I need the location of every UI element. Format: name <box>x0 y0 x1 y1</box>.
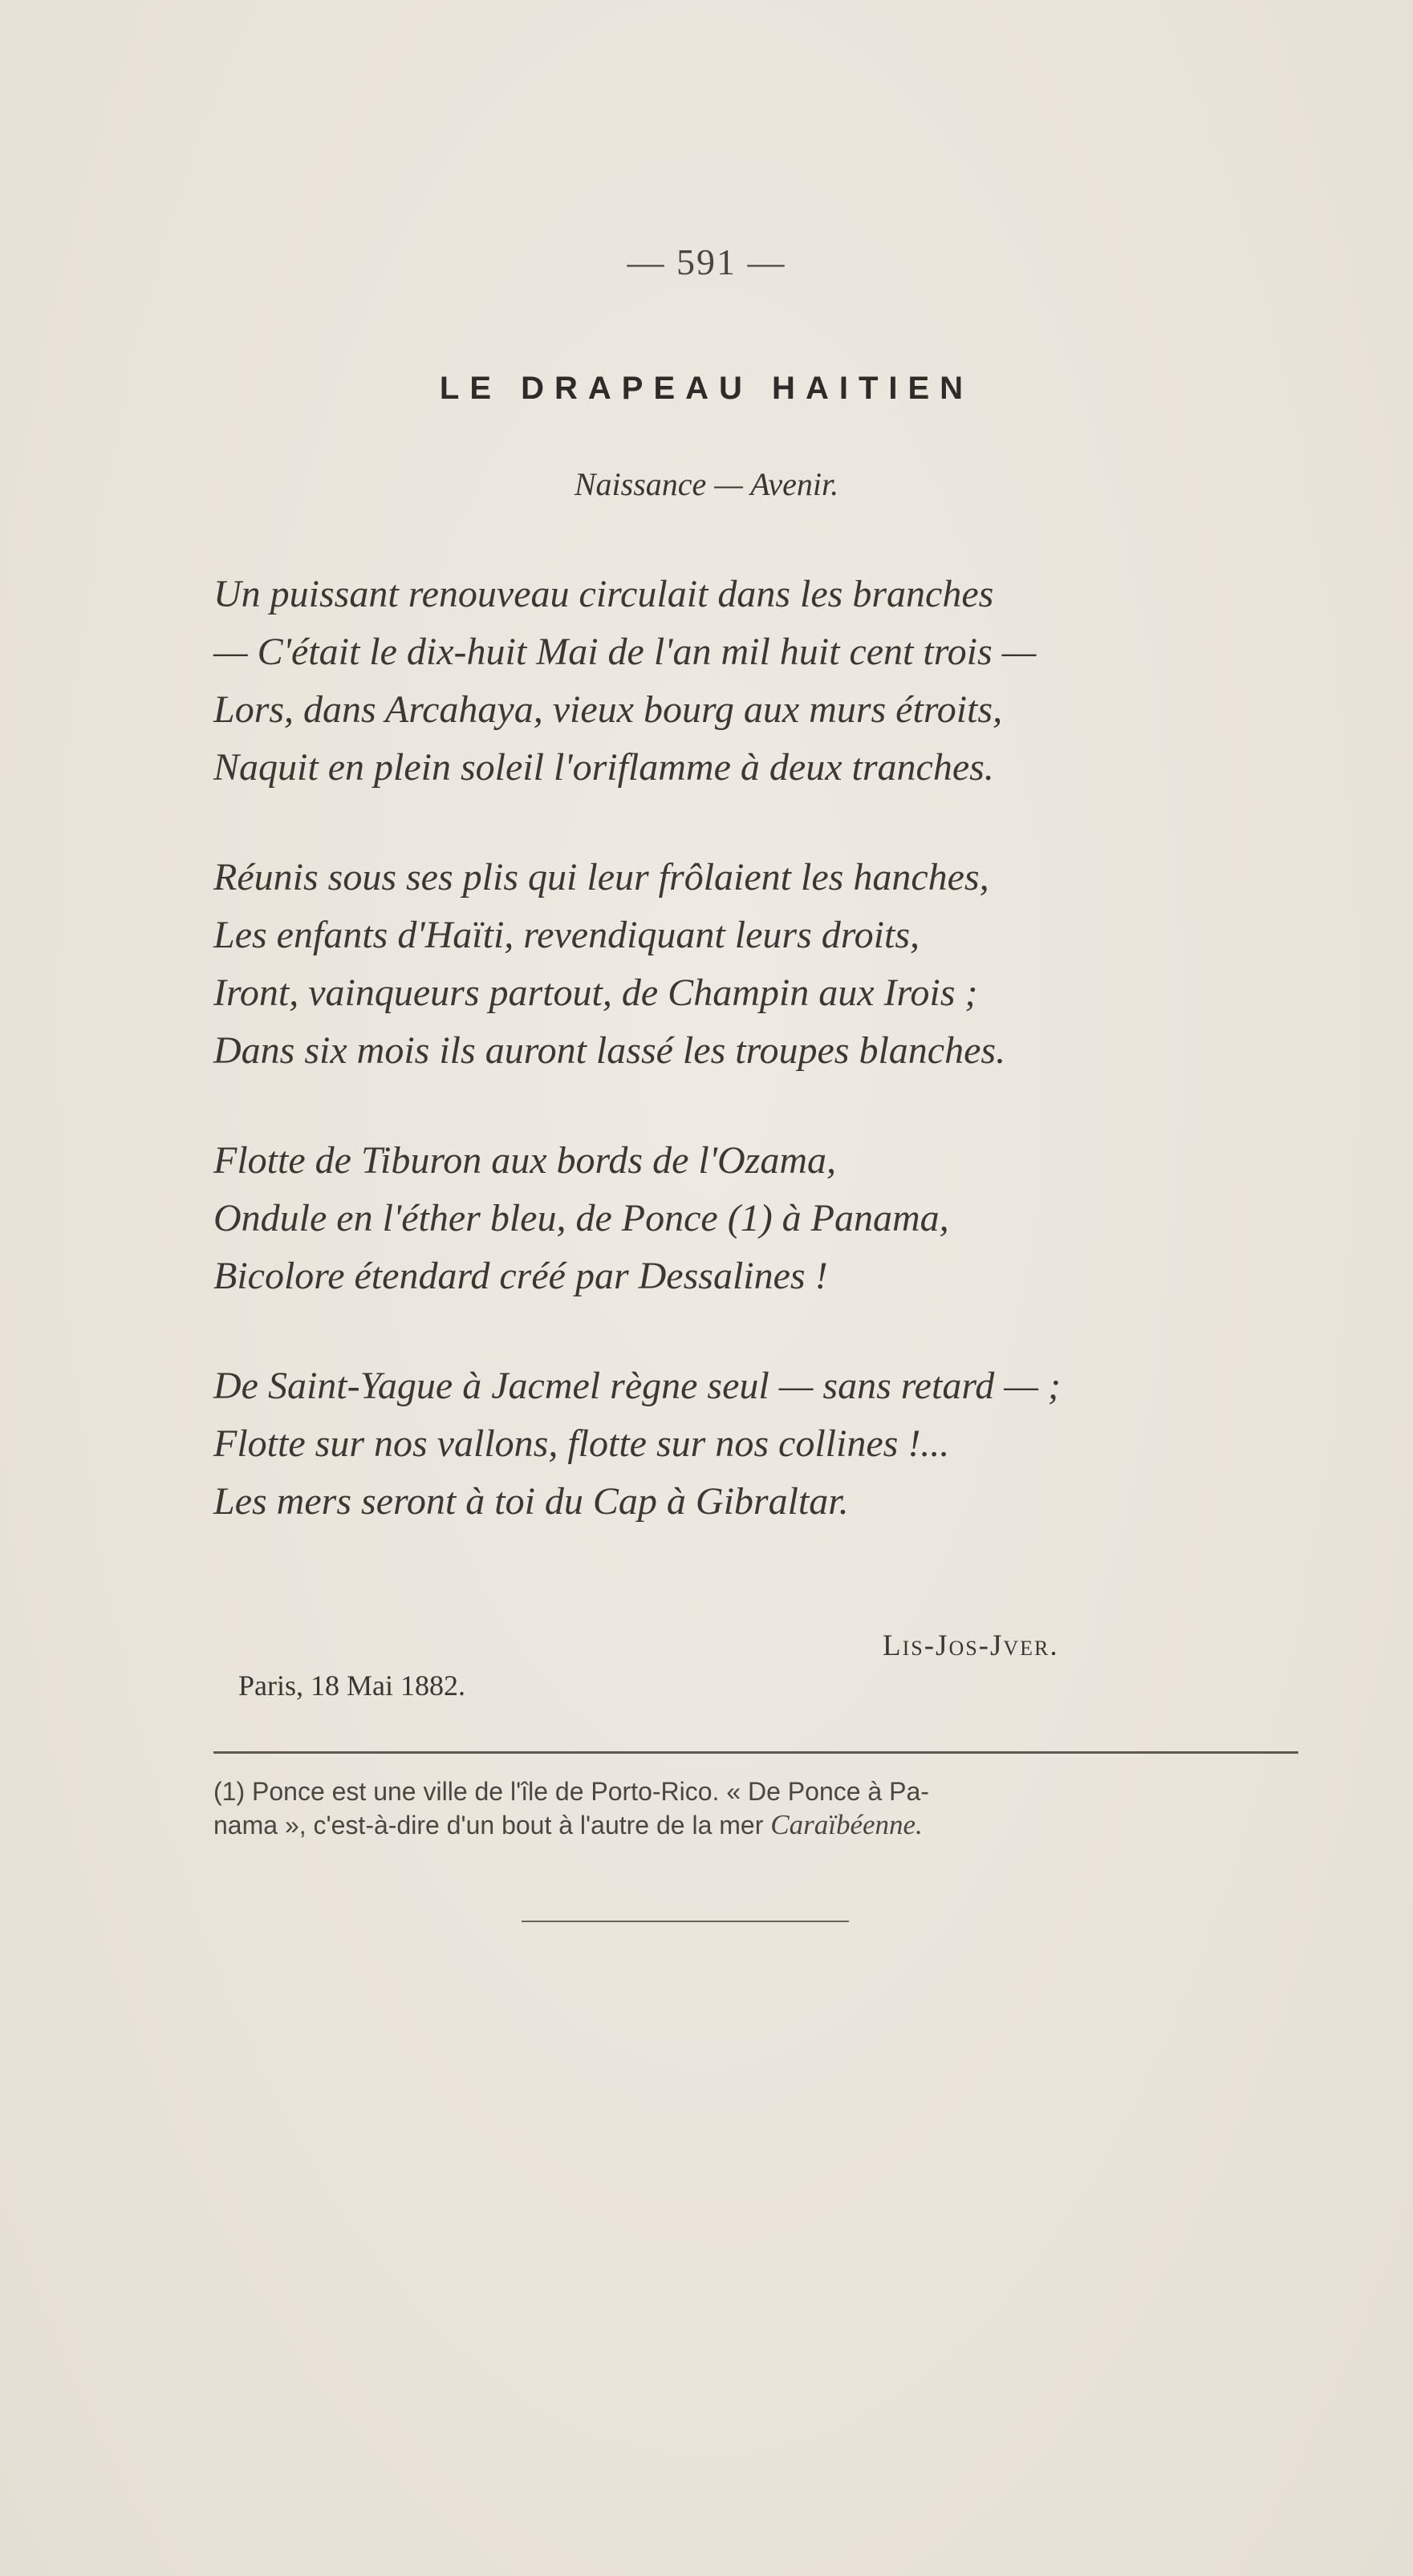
stanza-1 <box>213 566 1337 797</box>
page-number: — 591 — <box>627 241 786 282</box>
verse-line: Réunis sous ses plis qui leur frôlaient les hanches, <box>213 856 989 899</box>
poem-subtitle: Naissance — Avenir. <box>574 466 839 502</box>
verse-line: Ondule en l'éther bleu, de Ponce (1) à Panama, <box>213 1197 949 1239</box>
verse-line: Dans six mois ils auront lassé les troupes blanches. <box>213 1029 1006 1072</box>
verse-line: Flotte sur nos vallons, flotte sur nos collines !... <box>213 1422 950 1465</box>
verse-line: — C'était le dix-huit Mai de l'an mil huit cent trois — <box>213 631 1037 673</box>
verse-line: Les mers seront à toi du Cap à Gibraltar. <box>213 1480 849 1523</box>
verse-line: Naquit en plein soleil l'oriflamme à deux tranches. <box>213 746 994 789</box>
verse-line: Flotte de Tiburon aux bords de l'Ozama, <box>213 1139 837 1182</box>
stanza-2 <box>213 849 1337 1080</box>
verse-line: De Saint-Yague à Jacmel règne seul — sans retard — ; <box>213 1365 1061 1407</box>
footnote-text: nama », c'est-à-dire d'un bout à l'autre de la mer <box>213 1811 771 1840</box>
verse-line: Bicolore étendard créé par Dessalines ! <box>213 1255 828 1297</box>
author-signature: Lis-Jos-Jver. <box>883 1629 1059 1662</box>
footnote-line-1: (1) Ponce est une ville de l'île de Porto-Rico. « De Ponce à Pa- <box>213 1777 929 1806</box>
verse-line: Les enfants d'Haïti, revendiquant leurs droits, <box>213 914 920 956</box>
verse-line: Iront, vainqueurs partout, de Champin aux Irois ; <box>213 972 978 1014</box>
footnote-divider <box>213 1751 1298 1754</box>
poem-body <box>213 566 1337 1583</box>
verse-line: Lors, dans Arcahaya, vieux bourg aux murs étroits, <box>213 688 1003 731</box>
poem-title: LE DRAPEAU HAITIEN <box>439 371 974 406</box>
footnote-italic-term: Caraïbéenne. <box>770 1809 923 1840</box>
end-rule <box>522 1921 849 1922</box>
footnote-line-2 <box>213 1808 1353 1842</box>
stanza-3 <box>213 1132 1337 1305</box>
verse-line: Un puissant renouveau circulait dans les branches <box>213 573 994 615</box>
dateline: Paris, 18 Mai 1882. <box>238 1669 465 1702</box>
stanza-4 <box>213 1357 1337 1531</box>
footnote <box>213 1775 1353 1842</box>
